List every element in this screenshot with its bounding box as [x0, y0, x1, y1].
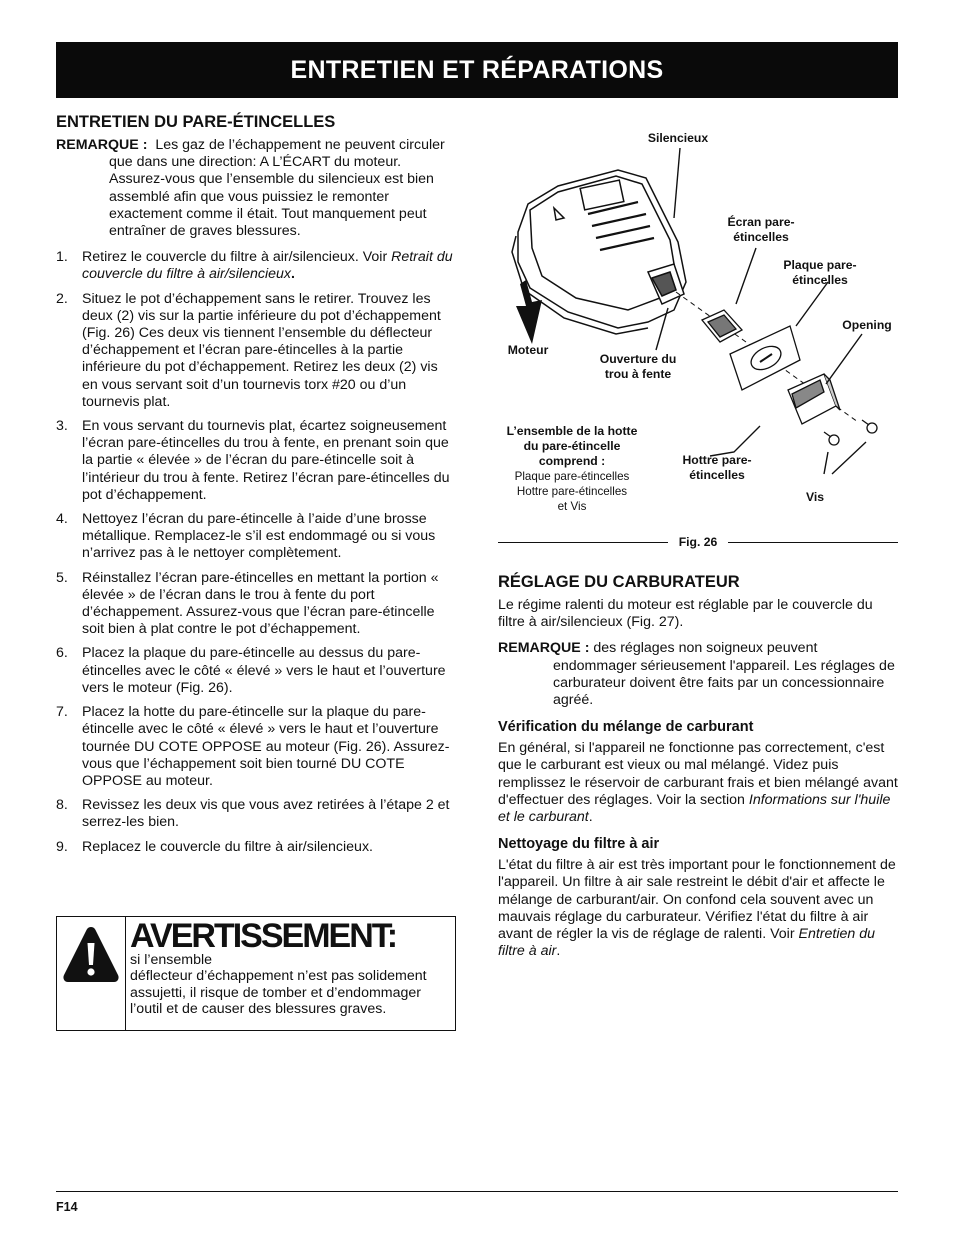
- step-item: [56, 645, 456, 697]
- spark-arrestor-hood: [788, 374, 840, 424]
- label-hottre: Hottre pare-étincelles: [682, 453, 752, 482]
- label-moteur: Moteur: [507, 343, 549, 357]
- label-opening: Opening: [842, 318, 892, 332]
- note-paragraph-right: [498, 640, 898, 709]
- air-filter-text: L'état du filtre à air est très important pour le fonctionnement de l'appareil. Un filtre à air sale restreint le débit d'air et affecte le mélange de carburant/air. On confond cela souvent avec un mauvais réglage du carburateur. Vérifiez l'état du filtre à air avant de régler la vis de réglage de ralenti. Voir: [498, 857, 896, 943]
- step-number: 9.: [56, 838, 68, 855]
- section-heading-carburetor: RÉGLAGE DU CARBURATEUR: [498, 573, 740, 591]
- note-text: Les gaz de l’échappement ne peuvent circuler que dans une direction: A L’ÉCART du moteur. Assurez-vous que l’ensemble du silencieux est bien assemblé afin que vous puissiez le remonter exactement comme il était. Tout manquement peut entraîner de graves blessures.: [109, 137, 445, 240]
- step-number: 4.: [56, 511, 68, 528]
- step-text: Replacez le couvercle du filtre à air/silencieux.: [82, 838, 373, 855]
- page-number: F14: [56, 1200, 78, 1214]
- screws: [824, 420, 877, 445]
- steps-list: [56, 249, 456, 856]
- fuel-mix-paragraph: [498, 740, 898, 826]
- fuel-mix-text: En général, si l'appareil ne fonctionne pas correctement, c'est que le carburant est vieux ou mal mélangé. Videz puis remplissez le réservoir de carburant frais et bien mélangé avant d'effectuer des réglages. Voir la section: [498, 740, 898, 808]
- label-plaque: Plaque pare-étincelles: [783, 258, 857, 287]
- air-filter-paragraph: [498, 857, 898, 960]
- step-number: 1.: [56, 249, 68, 266]
- section-heading-spark-arrestor: ENTRETIEN DU PARE-ÉTINCELLES: [56, 113, 336, 131]
- step-item: [56, 511, 456, 563]
- step-text: En vous servant du tournevis plat, écartez soigneusement l’écran pare-étincelles du trou à fente, en prenant soin que la partie « élevée » de l’écran du pare-étincelle soit à l’intérieur du trou à fente. Retirez l’écran pare-étincelles du pot d’échappement.: [82, 418, 450, 503]
- leader-lines: [656, 148, 866, 474]
- step-number: 7.: [56, 704, 68, 721]
- step-number: 3.: [56, 418, 68, 435]
- fuel-mix-reference: Informations sur l'huile et le carburant: [498, 791, 891, 826]
- step-item: [56, 704, 456, 790]
- step-number: 2.: [56, 290, 68, 307]
- step-item: [56, 570, 456, 639]
- warning-box: [56, 916, 456, 1031]
- step-text: Placez la hotte du pare-étincelle sur la plaque du pare-étincelle avec le côté « élevé » vers le haut et l’ouverture tournée DU COTE OPPOSE au moteur (Fig. 26). Assurez-vous que l’échappement soit bien tourné DU COTE OPPOSE au moteur.: [82, 704, 450, 789]
- step-punct: .: [290, 266, 295, 283]
- step-item: [56, 839, 456, 856]
- step-text: Nettoyez l’écran du pare-étincelle à l’aide d’une brosse métallique. Remplacez-le s’il est endommagé ou si vous n’arrivez pas à le nettoyer complètement.: [82, 511, 436, 562]
- warning-body: déflecteur d’échappement n’est pas solidement assujetti, il risque de tomber et d’endommager l’outil et de causer des blessures graves.: [130, 968, 427, 1017]
- label-ensemble: [498, 424, 646, 514]
- step-number: 8.: [56, 797, 68, 814]
- step-item: [56, 418, 456, 504]
- step-text: Situez le pot d’échappement sans le retirer. Trouvez les deux (2) vis sur la partie inférieure du pot d’échappement (Fig. 26) Ces deux vis tiennent l’ensemble du déflecteur d’échappement et l’écran pare-étincelles à la partie inférieure du pot d’échappement. Retirez les deux (2) vis en vous servant soit d’un tournevis torx #20 ou d’un tournevis plat.: [82, 290, 441, 410]
- step-item: [56, 797, 456, 831]
- step-reference: Retrait du couvercle du filtre à air/silencieux: [82, 249, 453, 283]
- note-label: REMARQUE :: [498, 640, 590, 657]
- label-vis: Vis: [805, 490, 825, 504]
- note-paragraph: [56, 137, 456, 240]
- step-item: [56, 249, 456, 283]
- warning-inline-text: si l’ensemble: [130, 951, 213, 968]
- note-label: REMARQUE :: [56, 137, 148, 153]
- ensemble-item: et Vis: [557, 500, 587, 513]
- spark-arrestor-plate: [730, 326, 800, 390]
- figure-26: [498, 122, 898, 554]
- subheading-fuel-mix: Vérification du mélange de carburant: [498, 719, 754, 736]
- warning-text: [130, 917, 450, 1018]
- footer-rule: [56, 1191, 898, 1192]
- fuel-mix-punct: .: [588, 809, 593, 826]
- figure-caption: Fig. 26: [678, 535, 718, 549]
- ensemble-title: L’ensemble de la hotte du pare-étincelle comprend :: [506, 424, 638, 468]
- step-text: Revissez les deux vis que vous avez retirées à l’étape 2 et serrez-les bien.: [82, 797, 450, 831]
- ensemble-item: Hottre pare-étincelles: [516, 485, 628, 498]
- label-ouverture: Ouverture du trou à fente: [599, 352, 677, 381]
- label-silencieux: Silencieux: [647, 131, 709, 145]
- section-banner: ENTRETIEN ET RÉPARATIONS: [56, 42, 898, 98]
- ensemble-item: Plaque pare-étincelles: [514, 470, 630, 483]
- warning-icon-cell: [57, 917, 126, 1030]
- step-number: 6.: [56, 645, 68, 662]
- air-filter-reference: Entretien du filtre à air: [498, 926, 875, 960]
- note-text: des réglages non soigneux peuvent endommager sérieusement l'appareil. Les réglages de carburateur doivent être faits par un concessionnaire agréé.: [553, 640, 895, 709]
- label-ecran: Écran pare-étincelles: [727, 215, 795, 244]
- step-number: 5.: [56, 569, 68, 586]
- left-column: [56, 112, 456, 863]
- step-text: Retirez le couvercle du filtre à air/silencieux. Voir: [82, 249, 392, 266]
- caption-rule-right: [728, 542, 898, 543]
- subheading-air-filter: Nettoyage du filtre à air: [498, 836, 660, 853]
- caption-rule-left: [498, 542, 668, 543]
- step-item: [56, 291, 456, 411]
- intro-paragraph: Le régime ralenti du moteur est réglable par le couvercle du filtre à air/silencieux (Fig. 27).: [498, 597, 873, 631]
- warning-triangle-icon: [61, 923, 121, 987]
- warning-title: AVERTISSEMENT:: [130, 917, 397, 955]
- air-filter-punct: .: [556, 943, 561, 960]
- step-text: Réinstallez l’écran pare-étincelles en mettant la portion « élevée » de l’écran dans le trou à fente du port d’échappement. Assurez-vous que l’écran pare-étincelle soit bien à plat contre le pot d’échappement.: [82, 569, 439, 638]
- step-text: Placez la plaque du pare-étincelle au dessus du pare-étincelles avec le côté « élevé » vers le haut et l’ouverture vers le moteur (Fig. 26).: [82, 645, 446, 696]
- right-column: [498, 572, 898, 960]
